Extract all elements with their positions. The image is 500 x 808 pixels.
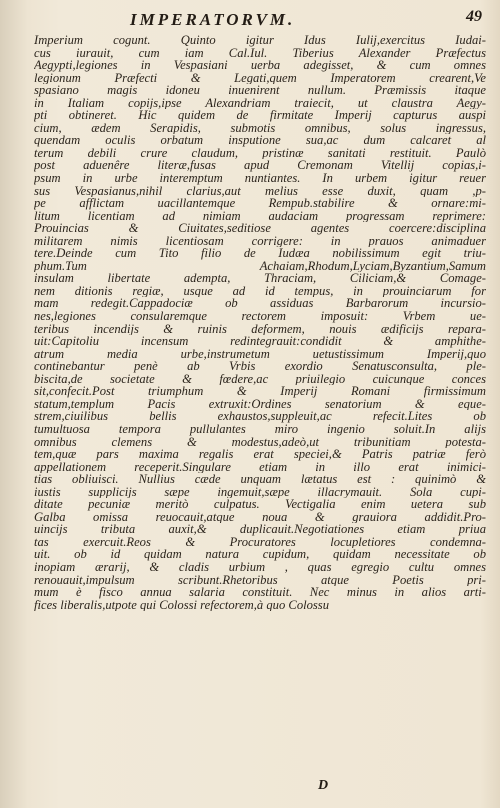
text-line: spasiano magis idoneu inuenirent nullum. Præmissis itaque: [34, 84, 486, 97]
text-line: ditate pecuniæ meritò culpatus. Vectigalia enim uetera sub: [34, 498, 486, 511]
text-line: sit,confecit.Post triumphum & Imperij Romani firmissimum: [34, 385, 486, 398]
text-line: in Italiam copijs,ipse Alexandriam traiecit, ut claustra Aegy-: [34, 96, 486, 110]
text-line: fices liberalis,utpote qui Colossi refectorem,à quo Colossu: [34, 598, 330, 612]
text-line: Aegypti,legiones in Vespasiani uerba adegisset, & cum omnes: [34, 59, 486, 72]
text-line: tas exercuit.Reos & Procuratores locupletiores condemna-: [34, 535, 486, 549]
text-line: quendam oculis orbatum insputione sua,ac dum calcaret al: [34, 134, 486, 147]
text-line: uit. ob id quidam natura cupidum, quidam necessitate ob: [34, 548, 486, 561]
text-line: cus iurauit, cum iam Cal.Iul. Tiberius Alexander Præfectus: [34, 46, 486, 60]
text-line: mam redegit.Cappadociæ ob assiduas Barbarorum incursio-: [34, 297, 486, 311]
text-line: insulam libertate adempta, Thraciam, Ciliciam,& Comage-: [34, 272, 486, 285]
text-line: legionum Præfecti & Legati,quem Imperatorem crearent,Ve: [34, 71, 486, 85]
text-line: statum,templum Pacis extruxit:Ordines senatorium & eque-: [34, 397, 486, 411]
text-line: iustis supplicijs sæpe ingemuit,sæpe illacrymauit. Sola cupi-: [34, 485, 486, 499]
text-line: tere.Deinde cum Tito filio de Iudæa nobilissimum egit triu-: [34, 247, 486, 260]
text-line: mum è fisco annua salaria constituit. Nec minus in alios arti-: [34, 586, 486, 599]
text-line: cium, ædem Serapidis, submotis omnibus, solus ingressus,: [34, 121, 486, 135]
signature-mark: D: [318, 778, 329, 793]
body-text: [34, 34, 486, 611]
text-line: nes,legiones consularemque rectorem imposuit: Vrbem ue-: [34, 310, 486, 323]
text-line: post aduenêre literæ,fusas apud Cremonam Vitellij copias,i-: [34, 159, 486, 173]
text-line: uit:Capitoliu incensum redintegrauit:condidit & amphithe-: [34, 335, 486, 348]
text-line: strem,ciuilibus bellis exhaustos,suppleuit,ac refecit.Lites ob: [34, 410, 486, 423]
text-line: terum debili crure claudum, pristinæ sanitati restituit. Paulò: [34, 146, 486, 160]
text-line: Galba omissa reuocauit,atque noua & grauiora addidit.Pro-: [34, 510, 486, 524]
text-line: atrum media urbe,instrumetum uetustissimum Imperij,quo: [34, 347, 486, 361]
text-line: sus Vespasianus,nihil clarius,aut melius esse duxit, quam ,p-: [34, 184, 486, 198]
text-line: Prouincias & Ciuitates,seditiose agentes coercere:disciplina: [34, 222, 486, 235]
text-line: biscita,de societate & fœdere,ac priuilegio cuicunque conces: [34, 372, 486, 386]
text-line: litum licentiam ad nimiam audaciam progressam reprimere:: [34, 209, 486, 223]
page-number: 49: [466, 8, 482, 25]
text-line: Imperium cogunt. Quinto igitur Idus Iulij,exercitus Iudai-: [34, 34, 486, 47]
text-line: omnibus clemens & modestus,adeò,ut tribunitiam potesta-: [34, 435, 486, 449]
text-line: psum in urbe interemptum nuntiantes. In urbem igitur reuer: [34, 172, 486, 185]
text-line: tumultuosa tempora pullulantes miro ingenio soluit.In alijs: [34, 422, 486, 436]
text-line: renouauit,impulsum scribunt.Rhetoribus atque Poetis pri-: [34, 573, 486, 587]
text-line: militarem nimis licentiosam corrigere: in prauos animaduer: [34, 234, 486, 248]
text-line: phum.Tum Achaiam,Rhodum,Lyciam,Byzantium,Samum: [34, 259, 486, 273]
running-head: IMPERATORVM.: [130, 10, 296, 29]
text-line: pti obtineret. Hic quidem de firmitate Imperij capturus auspi: [34, 109, 486, 122]
text-line: continebantur penè ab Vrbis exordio Senatusconsulta, ple-: [34, 360, 486, 373]
text-line: pe afflictam uacillantemque Rempub.stabilire & ornare:mi-: [34, 197, 486, 210]
text-line: tem,quæ pars maxima regalis erat speciei,& Patris patriæ ferò: [34, 448, 486, 461]
text-line: nem ditionis regiæ, usque ad id tempus, in prouinciarum for: [34, 284, 486, 298]
text-line: tias obliuisci. Nullius cæde unquam lætatus est : quinimò &: [34, 473, 486, 486]
text-line: uincijs tributa auxit,& duplicauit.Negotiationes etiam priua: [34, 523, 486, 536]
text-line: appellationem receperit.Singulare etiam in illo erat inimici-: [34, 460, 486, 474]
text-line: inopiam ærarij, & cladis urbium , quas egregio cultu omnes: [34, 560, 486, 574]
text-line: teribus incendijs & ruinis deformem, nouis ædificijs repara-: [34, 322, 486, 336]
page-header: [0, 6, 500, 36]
